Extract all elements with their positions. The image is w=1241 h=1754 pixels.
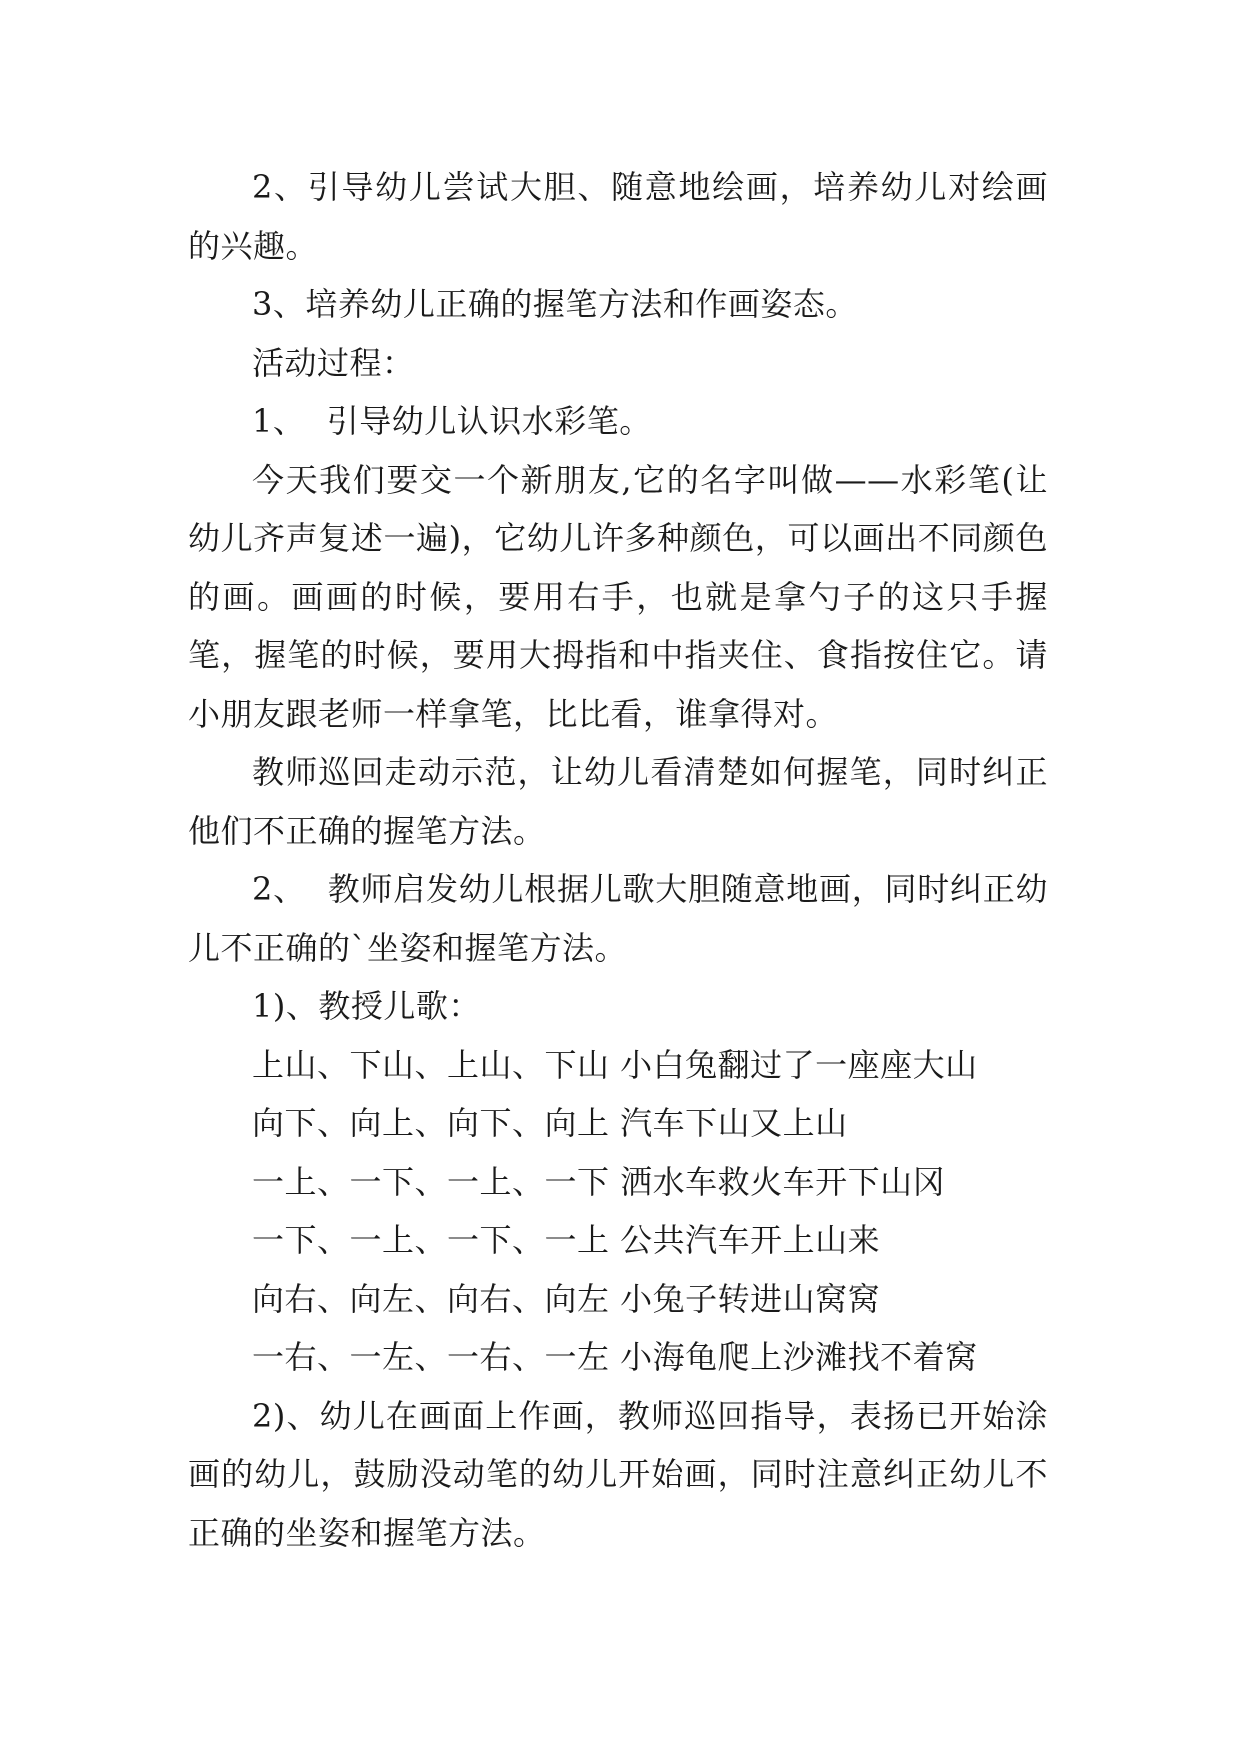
song-line: 向下、向上、向下、向上 汽车下山又上山 — [252, 1104, 848, 1142]
song-line: 向右、向左、向右、向左 小兔子转进山窝窝 — [252, 1279, 881, 1318]
paragraph-goal-2: 2、引导幼儿尝试大胆、随意地绘画，培养幼儿对绘画的兴趣。 — [188, 168, 1048, 265]
paragraph-goal-3: 3、培养幼儿正确的握笔方法和作画姿态。 — [252, 285, 858, 323]
paragraph-introduce-pen: 今天我们要交一个新朋友,它的名字叫做——水彩笔(让幼儿齐声复述一遍)，它幼儿许多种颜色，可以画出不同颜色的画。画画的时候，要用右手，也就是拿勺子的这只手握笔，握笔的时候，要用大拇指和中指夹住、食指按住它。请小朋友跟老师一样拿笔，比比看，谁拿得对。 — [188, 460, 1048, 733]
song-line: 一右、一左、一右、一左 小海龟爬上沙滩找不着窝 — [252, 1338, 978, 1376]
paragraph-children-draw: 2)、幼儿在画面上作画，教师巡回指导，表扬已开始涂画的幼儿，鼓励没动笔的幼儿开始画，同时注意纠正幼儿不正确的坐姿和握笔方法。 — [188, 1396, 1048, 1552]
song-line: 一下、一上、一下、一上 公共汽车开上山来 — [252, 1221, 881, 1259]
paragraph-step-2: 2、 教师启发幼儿根据儿歌大胆随意地画，同时纠正幼儿不正确的`坐姿和握笔方法。 — [188, 870, 1048, 967]
paragraph-teacher-demo: 教师巡回走动示范，让幼儿看清楚如何握笔，同时纠正他们不正确的握笔方法。 — [188, 753, 1048, 850]
paragraph-step-1: 1、 引导幼儿认识水彩笔。 — [252, 402, 652, 440]
document-body — [188, 158, 1048, 1562]
song-line: 上山、下山、上山、下山 小白兔翻过了一座座大山 — [252, 1045, 978, 1084]
paragraph-teach-song: 1)、教授儿歌： — [252, 987, 481, 1025]
section-heading-process: 活动过程： — [252, 343, 415, 382]
song-line: 一上、一下、一上、一下 洒水车救火车开下山冈 — [252, 1162, 946, 1201]
